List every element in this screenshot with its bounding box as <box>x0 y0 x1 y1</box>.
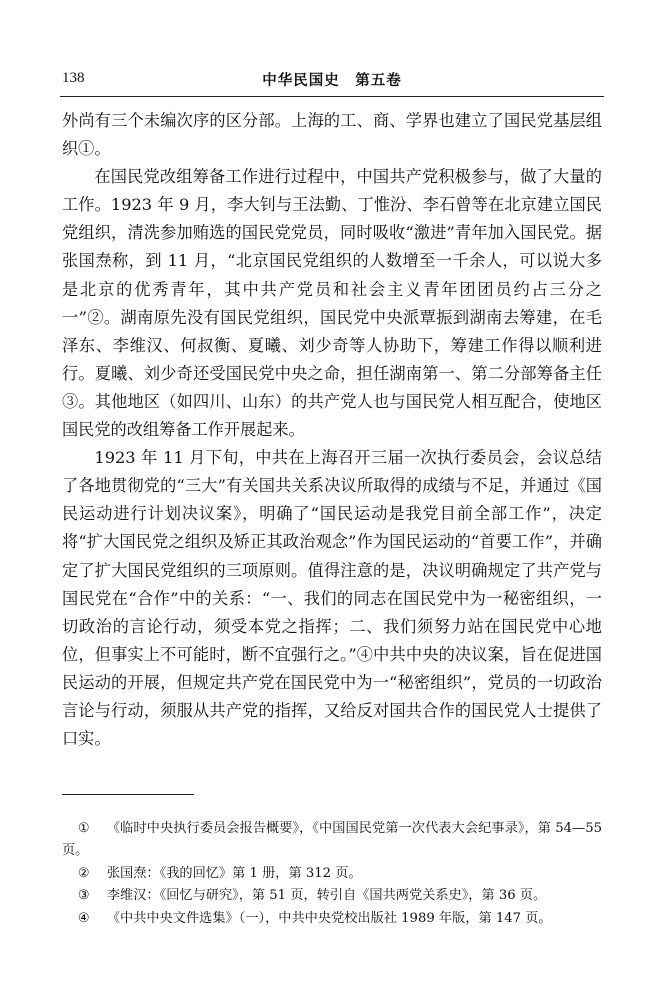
page-number: 138 <box>62 70 85 86</box>
footnote <box>62 885 602 907</box>
footnote <box>62 818 602 863</box>
paragraph: 1923 年 11 月下旬，中共在上海召开三届一次执行委员会，会议总结了各地贯彻党的“三大”有关国共关系决议所取得的成绩与不足，并通过《国民运动进行计划决议案》，明确了“国民运动是我党目前全部工作”，决定将“扩大国民党之组织及矫正其政治观念”作为国民运动的“首要工作”，并确定了扩大国民党组织的三项原则。值得注意的是，决议明确规定了共产党与国民党在“合作”中的关系：“一、我们的同志在国民党中为一秘密组织，一切政治的言论行动，须受本党之指挥；二、我们须努力站在国民党中心地位，但事实上不可能时，断不宜强行之。”④中共中央的决议案，旨在促进国民运动的开展，但规定共产党在国民党中为一“秘密组织”，党员的一切政治言论与行动，须服从共产党的指挥，又给反对国共合作的国民党人士提供了口实。 <box>62 448 602 749</box>
footnote-text: 《临时中央执行委员会报告概要》，《中国国民党第一次代表大会纪事录》，第 54—55 页。 <box>62 821 602 859</box>
footnote-mark: ③ <box>77 888 90 904</box>
running-title: 中华民国史 第五卷 <box>262 72 402 89</box>
footnote-mark: ① <box>77 821 90 836</box>
footnotes <box>62 818 602 930</box>
footnote <box>62 863 602 885</box>
paragraph-continued: 外尚有三个未编次序的区分部。上海的工、商、学界也建立了国民党基层组织①。 <box>62 111 602 159</box>
header-rule <box>60 96 604 97</box>
page-header <box>62 66 602 90</box>
footnote-text: 张国焘：《我的回忆》第 1 册，第 312 页。 <box>106 865 362 881</box>
footnote-text: 李维汉：《回忆与研究》，第 51 页，转引自《国共两党关系史》，第 36 页。 <box>106 888 547 904</box>
body-text <box>62 107 602 753</box>
footnote-mark: ④ <box>77 910 90 926</box>
footnote <box>62 908 602 930</box>
footnote-rule <box>62 794 194 795</box>
footnote-mark: ② <box>77 865 90 881</box>
paragraph: 在国民党改组筹备工作进行过程中，中国共产党积极参与，做了大量的工作。1923 年 9 月，李大钊与王法勤、丁惟汾、李石曾等在北京建立国民党组织，清洗参加贿选的国民党党员，同时吸收“激进”青年加入国民党。据张国焘称，到 11 月，“北京国民党组织的人数增至一千余人，可以说大多是北京的优秀青年，其中共产党员和社会主义青年团团员约占三分之一”②。湖南原先没有国民党组织，国民党中央派覃振到湖南去筹建，在毛泽东、李维汉、何叔衡、夏曦、刘少奇等人协助下，筹建工作得以顺利进行。夏曦、刘少奇还受国民党中央之命，担任湖南第一、第二分部筹备主任③。其他地区（如四川、山东）的共产党人也与国民党人相互配合，使地区国民党的改组筹备工作开展起来。 <box>62 167 602 440</box>
footnote-text: 《中共中央文件选集》（一），中共中央党校出版社 1989 年版，第 147 页。 <box>106 910 552 926</box>
